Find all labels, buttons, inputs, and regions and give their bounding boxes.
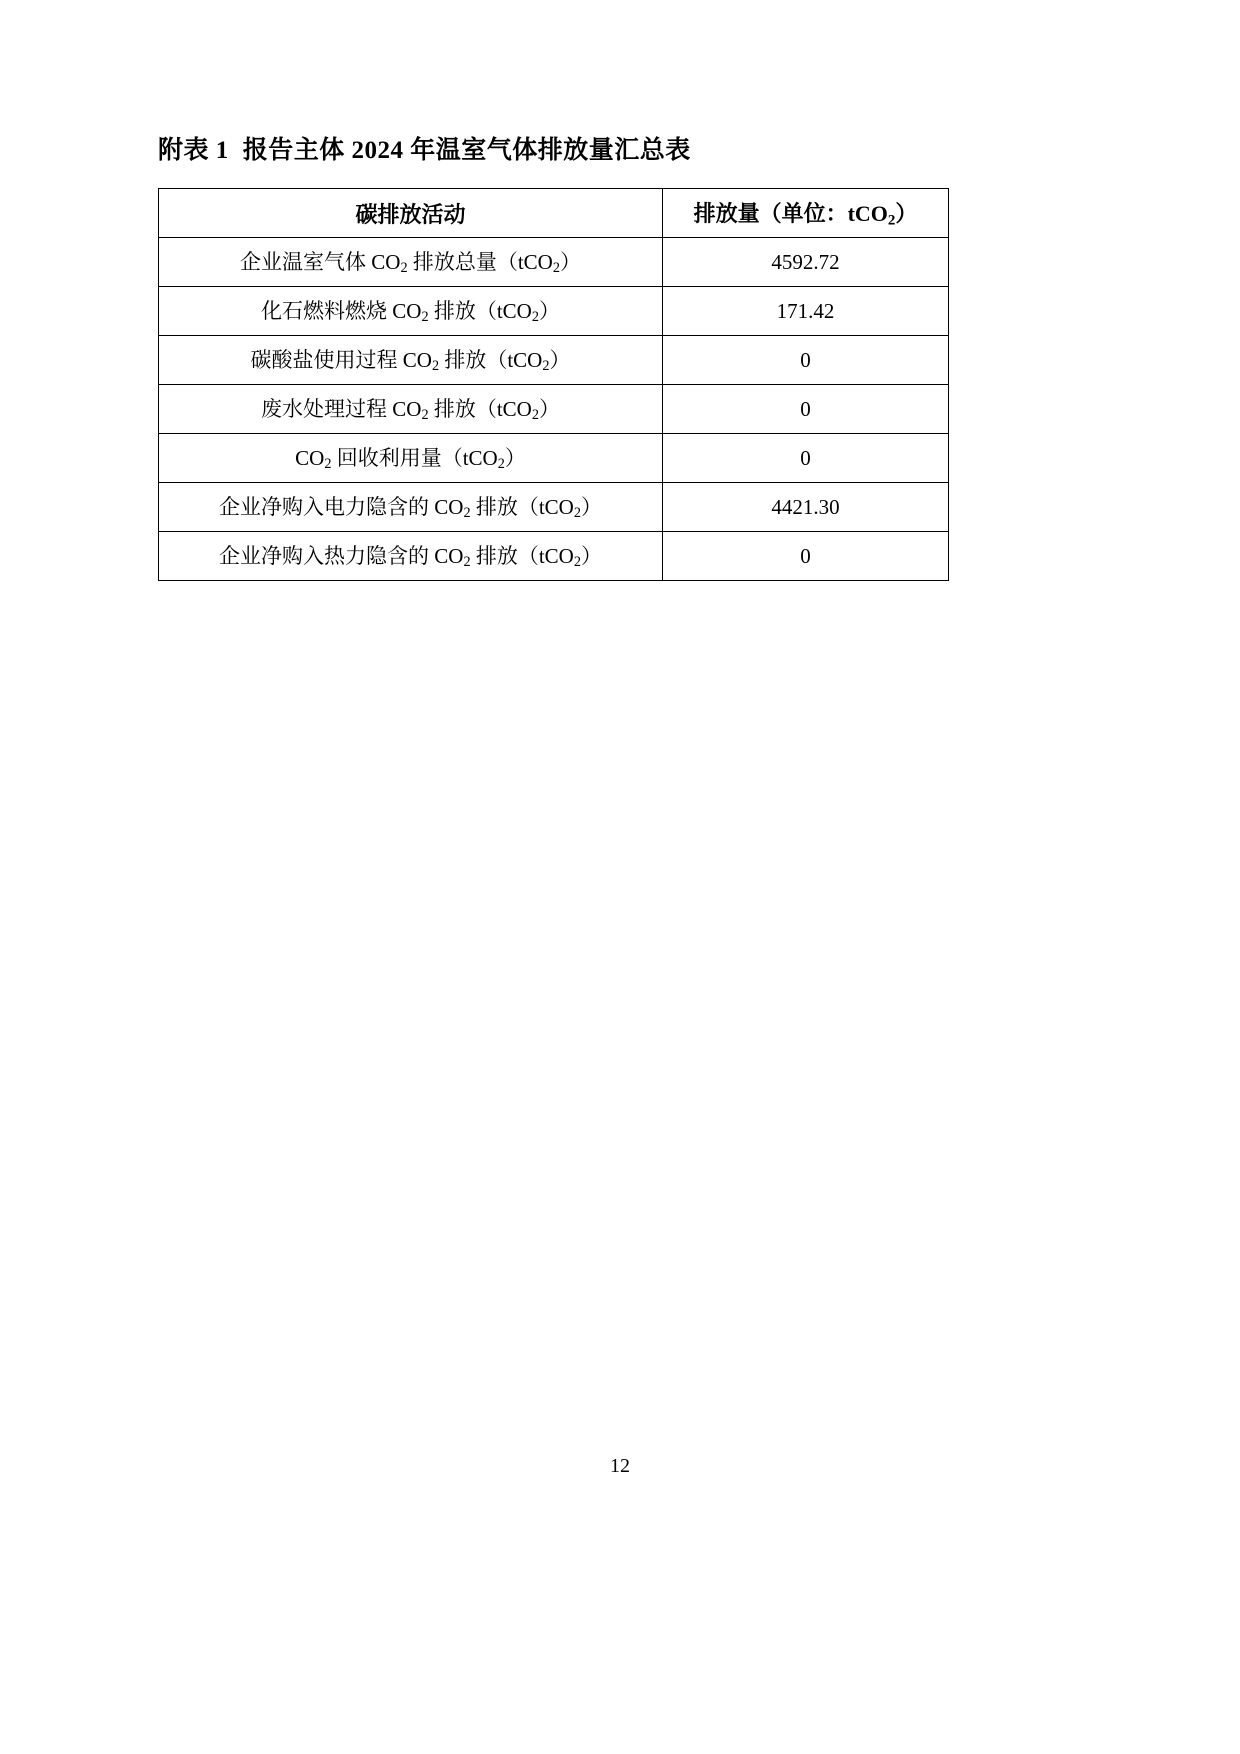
column-header-emission-prefix: 排放量（单位：tCO: [693, 200, 888, 226]
row-label-post2: ）: [580, 495, 602, 520]
column-header-emission-sub: 2: [887, 212, 896, 229]
row-label-pre: 企业温室气体 CO: [240, 250, 401, 275]
column-header-emission: [663, 189, 949, 238]
table-header-row: [159, 189, 949, 238]
row-value: 4592.72: [663, 238, 949, 287]
column-header-activity: 碳排放活动: [159, 189, 663, 238]
row-label-pre: 化石燃料燃烧 CO: [261, 299, 422, 324]
row-label-pre: 废水处理过程 CO: [261, 397, 422, 422]
row-label-post: 排放（tCO: [439, 348, 543, 373]
row-label-post: 排放（tCO: [470, 544, 574, 569]
row-label-post2: ）: [580, 544, 602, 569]
row-label-post2: ）: [538, 299, 560, 324]
row-label-sub: 2: [421, 407, 429, 424]
page-number: 12: [610, 1455, 630, 1477]
table-title-label: 附表 1: [158, 137, 229, 164]
row-label-post: 排放总量（tCO: [407, 250, 553, 275]
row-label-sub2: 2: [531, 407, 539, 424]
table-row: [159, 483, 949, 532]
row-label: [159, 287, 663, 336]
table-title: [158, 130, 948, 166]
row-label-post2: ）: [549, 348, 571, 373]
row-label-sub: 2: [431, 358, 440, 375]
row-label-sub2: 2: [573, 505, 581, 522]
row-label-sub: 2: [324, 456, 332, 473]
row-label-post: 排放（tCO: [470, 495, 574, 520]
row-label-sub2: 2: [531, 309, 539, 326]
table-row: [159, 434, 949, 483]
row-label-post: 排放（tCO: [428, 397, 532, 422]
row-label-sub2: 2: [552, 260, 560, 277]
row-value: 0: [663, 434, 949, 483]
table-title-text: 报告主体 2024 年温室气体排放量汇总表: [242, 137, 691, 164]
table-row: [159, 238, 949, 287]
page-content: [158, 130, 948, 581]
row-label-pre: 企业净购入热力隐含的 CO: [219, 544, 464, 569]
row-label-sub2: 2: [573, 554, 581, 571]
row-label: [159, 336, 663, 385]
row-label: [159, 434, 663, 483]
row-label-sub2: 2: [542, 358, 550, 375]
row-value: 0: [663, 532, 949, 581]
row-label-post: 排放（tCO: [428, 299, 532, 324]
row-label: [159, 483, 663, 532]
table-row: [159, 532, 949, 581]
row-label-post2: ）: [559, 250, 581, 275]
row-label-post: 回收利用量（tCO: [331, 446, 498, 471]
row-label-pre: 企业净购入电力隐含的 CO: [219, 495, 464, 520]
row-label-sub: 2: [463, 505, 471, 522]
row-label-sub2: 2: [497, 456, 505, 473]
table-row: [159, 287, 949, 336]
row-label: [159, 385, 663, 434]
column-header-emission-suffix: ）: [895, 200, 918, 226]
row-label-pre: CO: [295, 446, 325, 471]
row-label-post2: ）: [538, 397, 560, 422]
row-value: 171.42: [663, 287, 949, 336]
row-label: [159, 532, 663, 581]
row-value: 4421.30: [663, 483, 949, 532]
table-row: [159, 336, 949, 385]
row-label-sub: 2: [400, 260, 408, 277]
table-row: [159, 385, 949, 434]
row-value: 0: [663, 336, 949, 385]
row-label: [159, 238, 663, 287]
emissions-summary-table: [158, 188, 949, 581]
row-label-sub: 2: [421, 309, 429, 326]
row-label-sub: 2: [463, 554, 471, 571]
row-label-post2: ）: [504, 446, 526, 471]
row-label-pre: 碳酸盐使用过程 CO: [250, 348, 432, 373]
row-value: 0: [663, 385, 949, 434]
